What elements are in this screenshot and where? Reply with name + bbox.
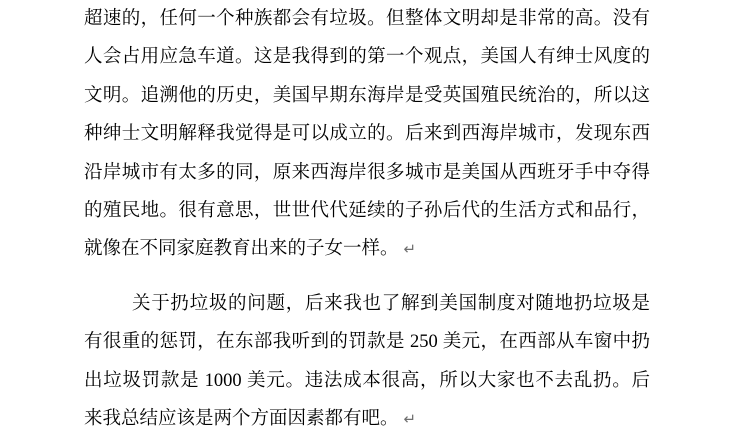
text-line: 文明。追溯他的历史，美国早期东海岸是受英国殖民统治的，所以这 (84, 85, 650, 106)
text-line: 沿岸城市有太多的同，原来西海岸很多城市是美国从西班牙手中夺得 (84, 162, 650, 183)
paragraph (84, 0, 650, 269)
text-line (84, 400, 650, 438)
document-text-area[interactable] (84, 0, 650, 438)
paragraph-mark-icon: ↵ (403, 240, 417, 259)
text-line-text: 来我总结应该是两个方面因素都有吧。 (84, 408, 399, 429)
paragraph-mark-icon: ↵ (403, 409, 417, 428)
text-line-text: 就像在不同家庭教育出来的子女一样。 (84, 239, 399, 260)
text-line: 有很重的惩罚，在东部我听到的罚款是 250 美元，在西部从车窗中扔 (84, 332, 650, 353)
text-line: 人会占用应急车道。这是我得到的第一个观点，美国人有绅士风度的 (84, 47, 650, 68)
text-line: 关于扔垃圾的问题，后来我也了解到美国制度对随地扔垃圾是 (132, 293, 650, 314)
text-line: 的殖民地。很有意思，世世代代延续的子孙后代的生活方式和品行， (84, 200, 650, 221)
paragraph (84, 285, 650, 439)
text-line: 出垃圾罚款是 1000 美元。违法成本很高，所以大家也不去乱扔。后 (84, 370, 650, 391)
text-line: 超速的，任何一个种族都会有垃圾。但整体文明却是非常的高。没有 (84, 9, 650, 29)
text-line: 种绅士文明解释我觉得是可以成立的。后来到西海岸城市，发现东西 (84, 124, 650, 145)
text-line (84, 230, 650, 268)
